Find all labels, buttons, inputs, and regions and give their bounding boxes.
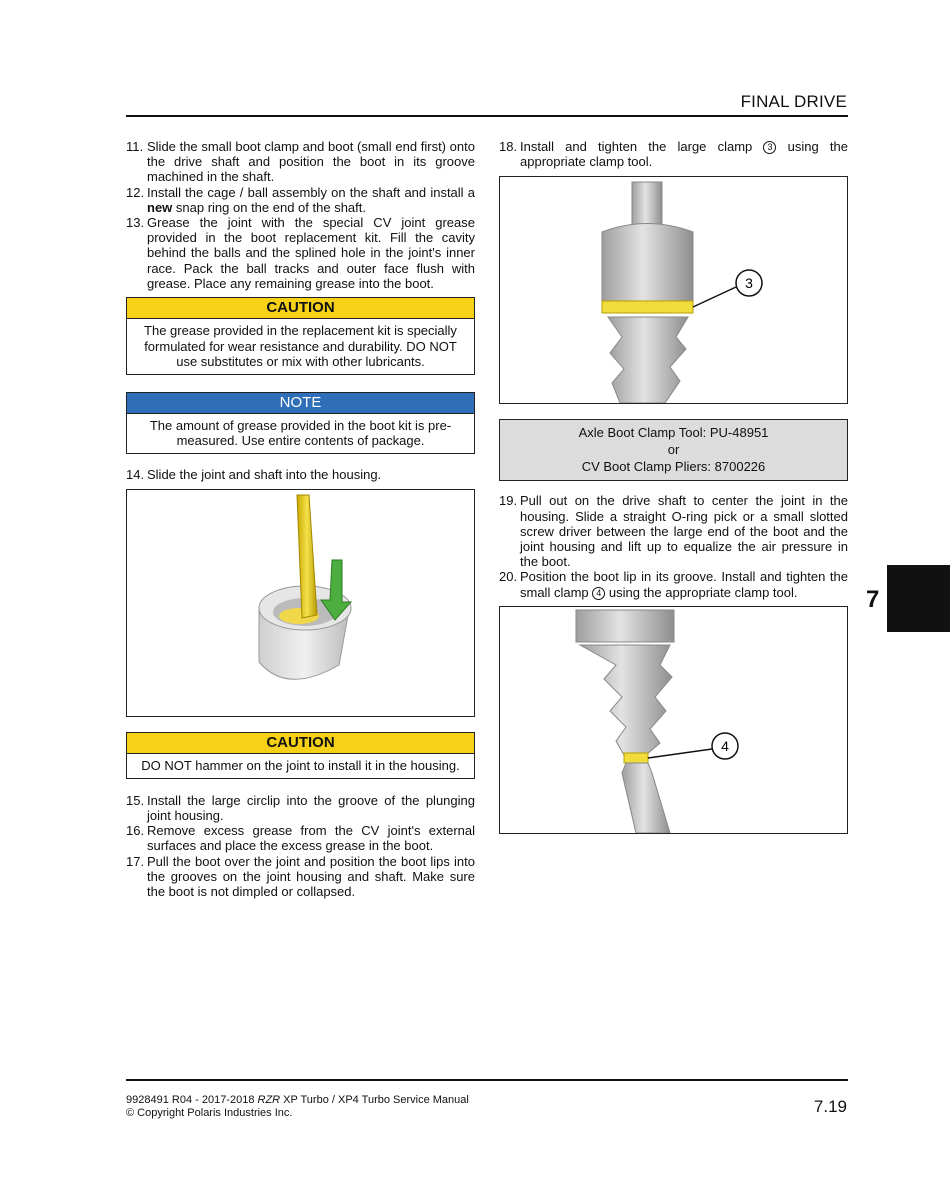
footer-text: XP Turbo / XP4 Turbo Service Manual bbox=[280, 1094, 469, 1106]
step-17 bbox=[126, 854, 475, 900]
figure-large-clamp bbox=[499, 176, 848, 404]
right-column bbox=[499, 139, 848, 834]
small-clamp-illustration bbox=[500, 607, 846, 833]
step-text: Grease the joint with the special CV joint grease provided in the boot replacement kit. Fill the cavity behind the balls and the splined hole in the joint's inner race. Pack the ball tracks and outer face flush with grease. Place any remaining grease into the boot. bbox=[147, 215, 475, 291]
tool-line-1: Axle Boot Clamp Tool: PU-48951 bbox=[578, 425, 769, 441]
footer-copyright: © Copyright Polaris Industries Inc. bbox=[126, 1106, 293, 1119]
step-number: 13. bbox=[126, 215, 145, 231]
section-title: FINAL DRIVE bbox=[740, 92, 847, 111]
step-number: 11. bbox=[126, 139, 144, 154]
step-text-part: Install the cage / ball assembly on the shaft and install a bbox=[147, 184, 475, 200]
step-number: 16. bbox=[126, 823, 145, 839]
note-box bbox=[126, 392, 475, 454]
step-20 bbox=[499, 569, 848, 599]
tool-box bbox=[499, 419, 848, 481]
header-rule bbox=[126, 115, 848, 117]
step-text-part: using the appropriate clamp tool. bbox=[520, 139, 848, 170]
large-clamp-illustration bbox=[500, 177, 846, 403]
tool-line-2: or bbox=[667, 442, 680, 458]
footer-line-1 bbox=[126, 1094, 469, 1107]
tool-line-3: CV Boot Clamp Pliers: 8700226 bbox=[581, 459, 766, 475]
emphasis-new: new bbox=[147, 199, 173, 215]
joint-housing-illustration bbox=[127, 490, 473, 716]
note-title: NOTE bbox=[127, 393, 474, 414]
step-text: Slide the joint and shaft into the housing. bbox=[147, 466, 382, 482]
step-19 bbox=[499, 493, 848, 569]
chapter-number: 7 bbox=[866, 586, 880, 613]
step-11 bbox=[126, 139, 475, 185]
caution-title: CAUTION bbox=[127, 298, 474, 319]
step-15 bbox=[126, 793, 475, 823]
caution-title: CAUTION bbox=[127, 733, 474, 754]
step-number: 19. bbox=[499, 493, 518, 509]
figure-joint-into-housing bbox=[126, 489, 475, 717]
chapter-tab bbox=[887, 565, 950, 632]
figure-callout-4: 4 bbox=[721, 737, 729, 754]
figure-small-clamp bbox=[499, 606, 848, 834]
step-number: 12. bbox=[126, 184, 145, 200]
step-18 bbox=[499, 139, 848, 169]
step-number: 15. bbox=[126, 792, 145, 808]
step-number: 17. bbox=[126, 853, 145, 869]
note-text: The amount of grease provided in the boot kit is pre-measured. Use entire contents of package. bbox=[149, 417, 452, 449]
step-text bbox=[147, 185, 475, 215]
left-column bbox=[126, 139, 475, 899]
step-text: Pull out on the drive shaft to center the joint in the housing. Slide a straight O-ring pick or a small slotted screw driver between the large end of the boot and the joint housing and lift up to equalize the air pressure in the boot. bbox=[520, 493, 848, 570]
caution-text: The grease provided in the replacement kit is specially formulated for wear resistance and durability. DO NOT use substitutes or mix with other lubricants. bbox=[144, 323, 457, 370]
step-text: Install the large circlip into the groove of the plunging joint housing. bbox=[147, 792, 475, 824]
step-text bbox=[520, 139, 848, 169]
footer-model-italic: RZR bbox=[257, 1094, 281, 1106]
step-text: Slide the small boot clamp and boot (small end first) onto the drive shaft and position the boot in its groove machined in the shaft. bbox=[147, 139, 475, 185]
step-text-part: snap ring on the end of the shaft. bbox=[172, 199, 366, 215]
step-text-part: using the appropriate clamp tool. bbox=[605, 584, 798, 600]
caution-box-hammer bbox=[126, 732, 475, 779]
step-16 bbox=[126, 823, 475, 853]
step-text-part: Install and tighten the large clamp bbox=[520, 139, 764, 154]
callout-ref-3: 3 bbox=[763, 141, 776, 154]
step-number: 18. bbox=[499, 139, 518, 154]
figure-callout-3: 3 bbox=[745, 275, 753, 292]
footer-manual-info bbox=[126, 1094, 469, 1119]
page-number: 7.19 bbox=[813, 1097, 847, 1116]
footer-rule bbox=[126, 1079, 848, 1081]
step-number: 20. bbox=[499, 569, 518, 585]
step-number: 14. bbox=[126, 466, 145, 482]
step-text bbox=[520, 569, 848, 599]
step-text: Remove excess grease from the CV joint's external surfaces and place the excess grease in the boot. bbox=[147, 823, 475, 854]
caution-box-grease bbox=[126, 297, 475, 375]
step-12 bbox=[126, 185, 475, 215]
step-14 bbox=[126, 467, 475, 482]
step-text-part: Position the boot lip in its groove. Install and tighten the small clamp bbox=[520, 569, 848, 600]
callout-ref-4: 4 bbox=[592, 587, 605, 600]
step-13 bbox=[126, 215, 475, 291]
footer-text: 9928491 R04 - 2017-2018 bbox=[126, 1094, 258, 1106]
caution-text: DO NOT hammer on the joint to install it in the housing. bbox=[141, 758, 460, 774]
step-text: Pull the boot over the joint and position the boot lips into the grooves on the joint housing and shaft. Make sure the boot is not dimpled or collapsed. bbox=[147, 853, 475, 900]
